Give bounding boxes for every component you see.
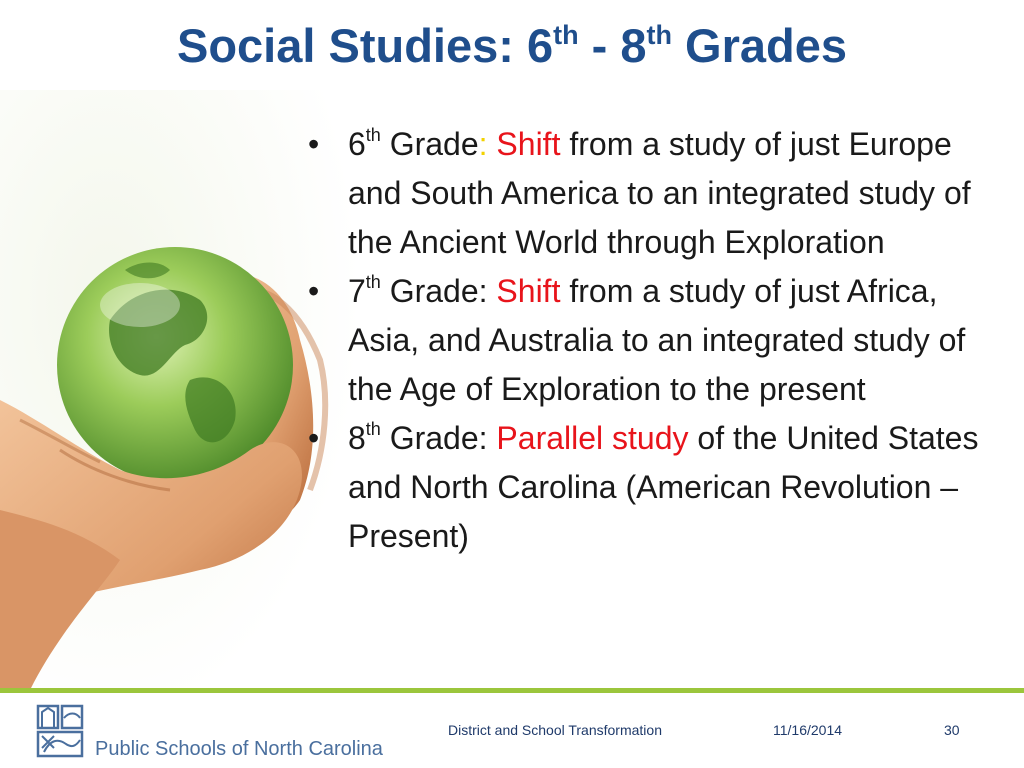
footer-department: District and School Transformation: [448, 722, 662, 738]
bullet-body-text: from a study of just Europe and South America to an integrated study of the Ancient World through Exploration: [348, 126, 971, 260]
highlight-text: Parallel study: [496, 420, 689, 456]
footer-date: 11/16/2014: [773, 722, 843, 738]
highlight-text: Shift: [496, 126, 561, 162]
title-middle: - 8: [578, 19, 647, 72]
title-sup-1: th: [553, 20, 579, 50]
highlight-text: Shift: [496, 273, 561, 309]
grade-sup: th: [365, 272, 381, 292]
grade-label: Grade: [380, 126, 479, 162]
title-prefix: Social Studies: 6: [176, 19, 554, 72]
bullet-6th-grade: [306, 120, 996, 267]
slide-title: [0, 18, 1024, 73]
grade-sup: th: [365, 419, 381, 439]
grade-number: 7: [348, 273, 366, 309]
bullet-dot: •: [308, 126, 320, 162]
grade-sup: th: [365, 125, 381, 145]
bullet-body-text: from a study of just Africa, Asia, and Australia to an integrated study of the Age of Exploration to the present: [348, 273, 966, 407]
grade-colon: :: [478, 126, 488, 162]
footer-divider: [0, 688, 1024, 693]
bullet-7th-grade: [306, 267, 996, 414]
slide-number: 30: [944, 722, 960, 738]
title-sup-2: th: [646, 20, 672, 50]
bullet-dot: •: [308, 273, 320, 309]
title-suffix: Grades: [671, 19, 848, 72]
bullet-list: [306, 120, 996, 561]
logo-text: Public Schools of North Carolina: [95, 738, 383, 760]
grade-label: Grade:: [380, 273, 488, 309]
bullet-8th-grade: [306, 414, 996, 561]
grade-label: Grade:: [380, 420, 488, 456]
grade-number: 6: [348, 126, 366, 162]
bullet-dot: •: [308, 420, 320, 456]
grade-number: 8: [348, 420, 366, 456]
bullet-body-text: of the United States and North Carolina (American Revolution – Present): [348, 420, 979, 554]
